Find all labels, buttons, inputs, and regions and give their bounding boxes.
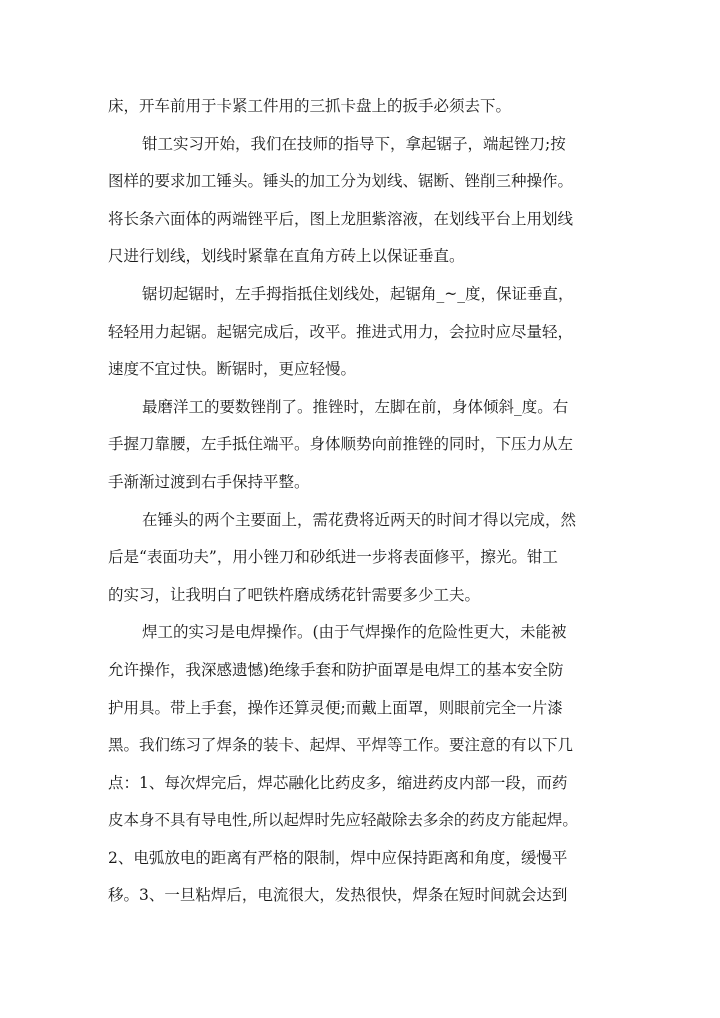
paragraph-line: 2、电弧放电的距离有严格的限制，焊中应保持距离和角度，缓慢平	[108, 848, 568, 867]
paragraph-line: 手握刀靠腰，左手抵住端平。身体顺势向前推锉的同时，下压力从左	[108, 435, 574, 454]
paragraph-line: 黑。我们练习了焊条的装卡、起焊、平焊等工作。要注意的有以下几	[108, 736, 574, 755]
paragraph-line: 护用具。带上手套，操作还算灵便;而戴上面罩，则眼前完全一片漆	[108, 698, 563, 717]
paragraph-line: 最磨洋工的要数锉削了。推锉时，左脚在前，身体倾斜_度。右	[142, 397, 569, 416]
paragraph-line: 手渐渐过渡到右手保持平整。	[108, 472, 310, 491]
paragraph-line: 皮本身不具有导电性,所以起焊时先应轻敲除去多余的药皮方能起焊。	[108, 811, 578, 830]
paragraph-line: 锯切起锯时，左手拇指抵住划线处，起锯角_~_度，保证垂直，	[142, 284, 574, 303]
paragraph-line: 钳工实习开始，我们在技师的指导下，拿起锯子，端起锉刀;按	[142, 134, 566, 153]
paragraph-line: 移。3、一旦粘焊后，电流很大，发热很快，焊条在短时间就会达到	[108, 886, 568, 905]
paragraph-line: 轻轻用力起锯。起锯完成后，改平。推进式用力，会拉时应尽量轻，	[108, 322, 574, 341]
paragraph-line: 焊工的实习是电焊操作。(由于气焊操作的危险性更大，未能被	[142, 623, 567, 642]
paragraph-line: 床，开车前用于卡紧工件用的三抓卡盘上的扳手必须去下。	[108, 97, 512, 115]
paragraph-line: 尺进行划线，划线时紧靠在直角方砖上以保证垂直。	[108, 247, 465, 266]
paragraph-line: 速度不宜过快。断锯时，更应轻慢。	[108, 360, 357, 379]
paragraph-line: 将长条六面体的两端锉平后，图上龙胆紫溶液，在划线平台上用划线	[108, 209, 574, 228]
paragraph-line: 允许操作，我深感遗憾)绝缘手套和防护面罩是电焊工的基本安全防	[108, 660, 564, 679]
paragraph-line: 后是“表面功夫”，用小锉刀和砂纸进一步将表面修平，擦光。钳工	[108, 548, 558, 567]
paragraph-line: 在锤头的两个主要面上，需花费将近两天的时间才得以完成，然	[142, 510, 577, 529]
paragraph-line: 点：1、每次焊完后，焊芯融化比药皮多，缩进药皮内部一段，而药	[108, 773, 568, 792]
paragraph-line: 的实习，让我明白了吧铁杵磨成绣花针需要多少工夫。	[108, 585, 481, 604]
paragraph-line: 图样的要求加工锤头。锤头的加工分为划线、锯断、锉削三种操作。	[108, 172, 574, 191]
document-body	[108, 88, 612, 915]
